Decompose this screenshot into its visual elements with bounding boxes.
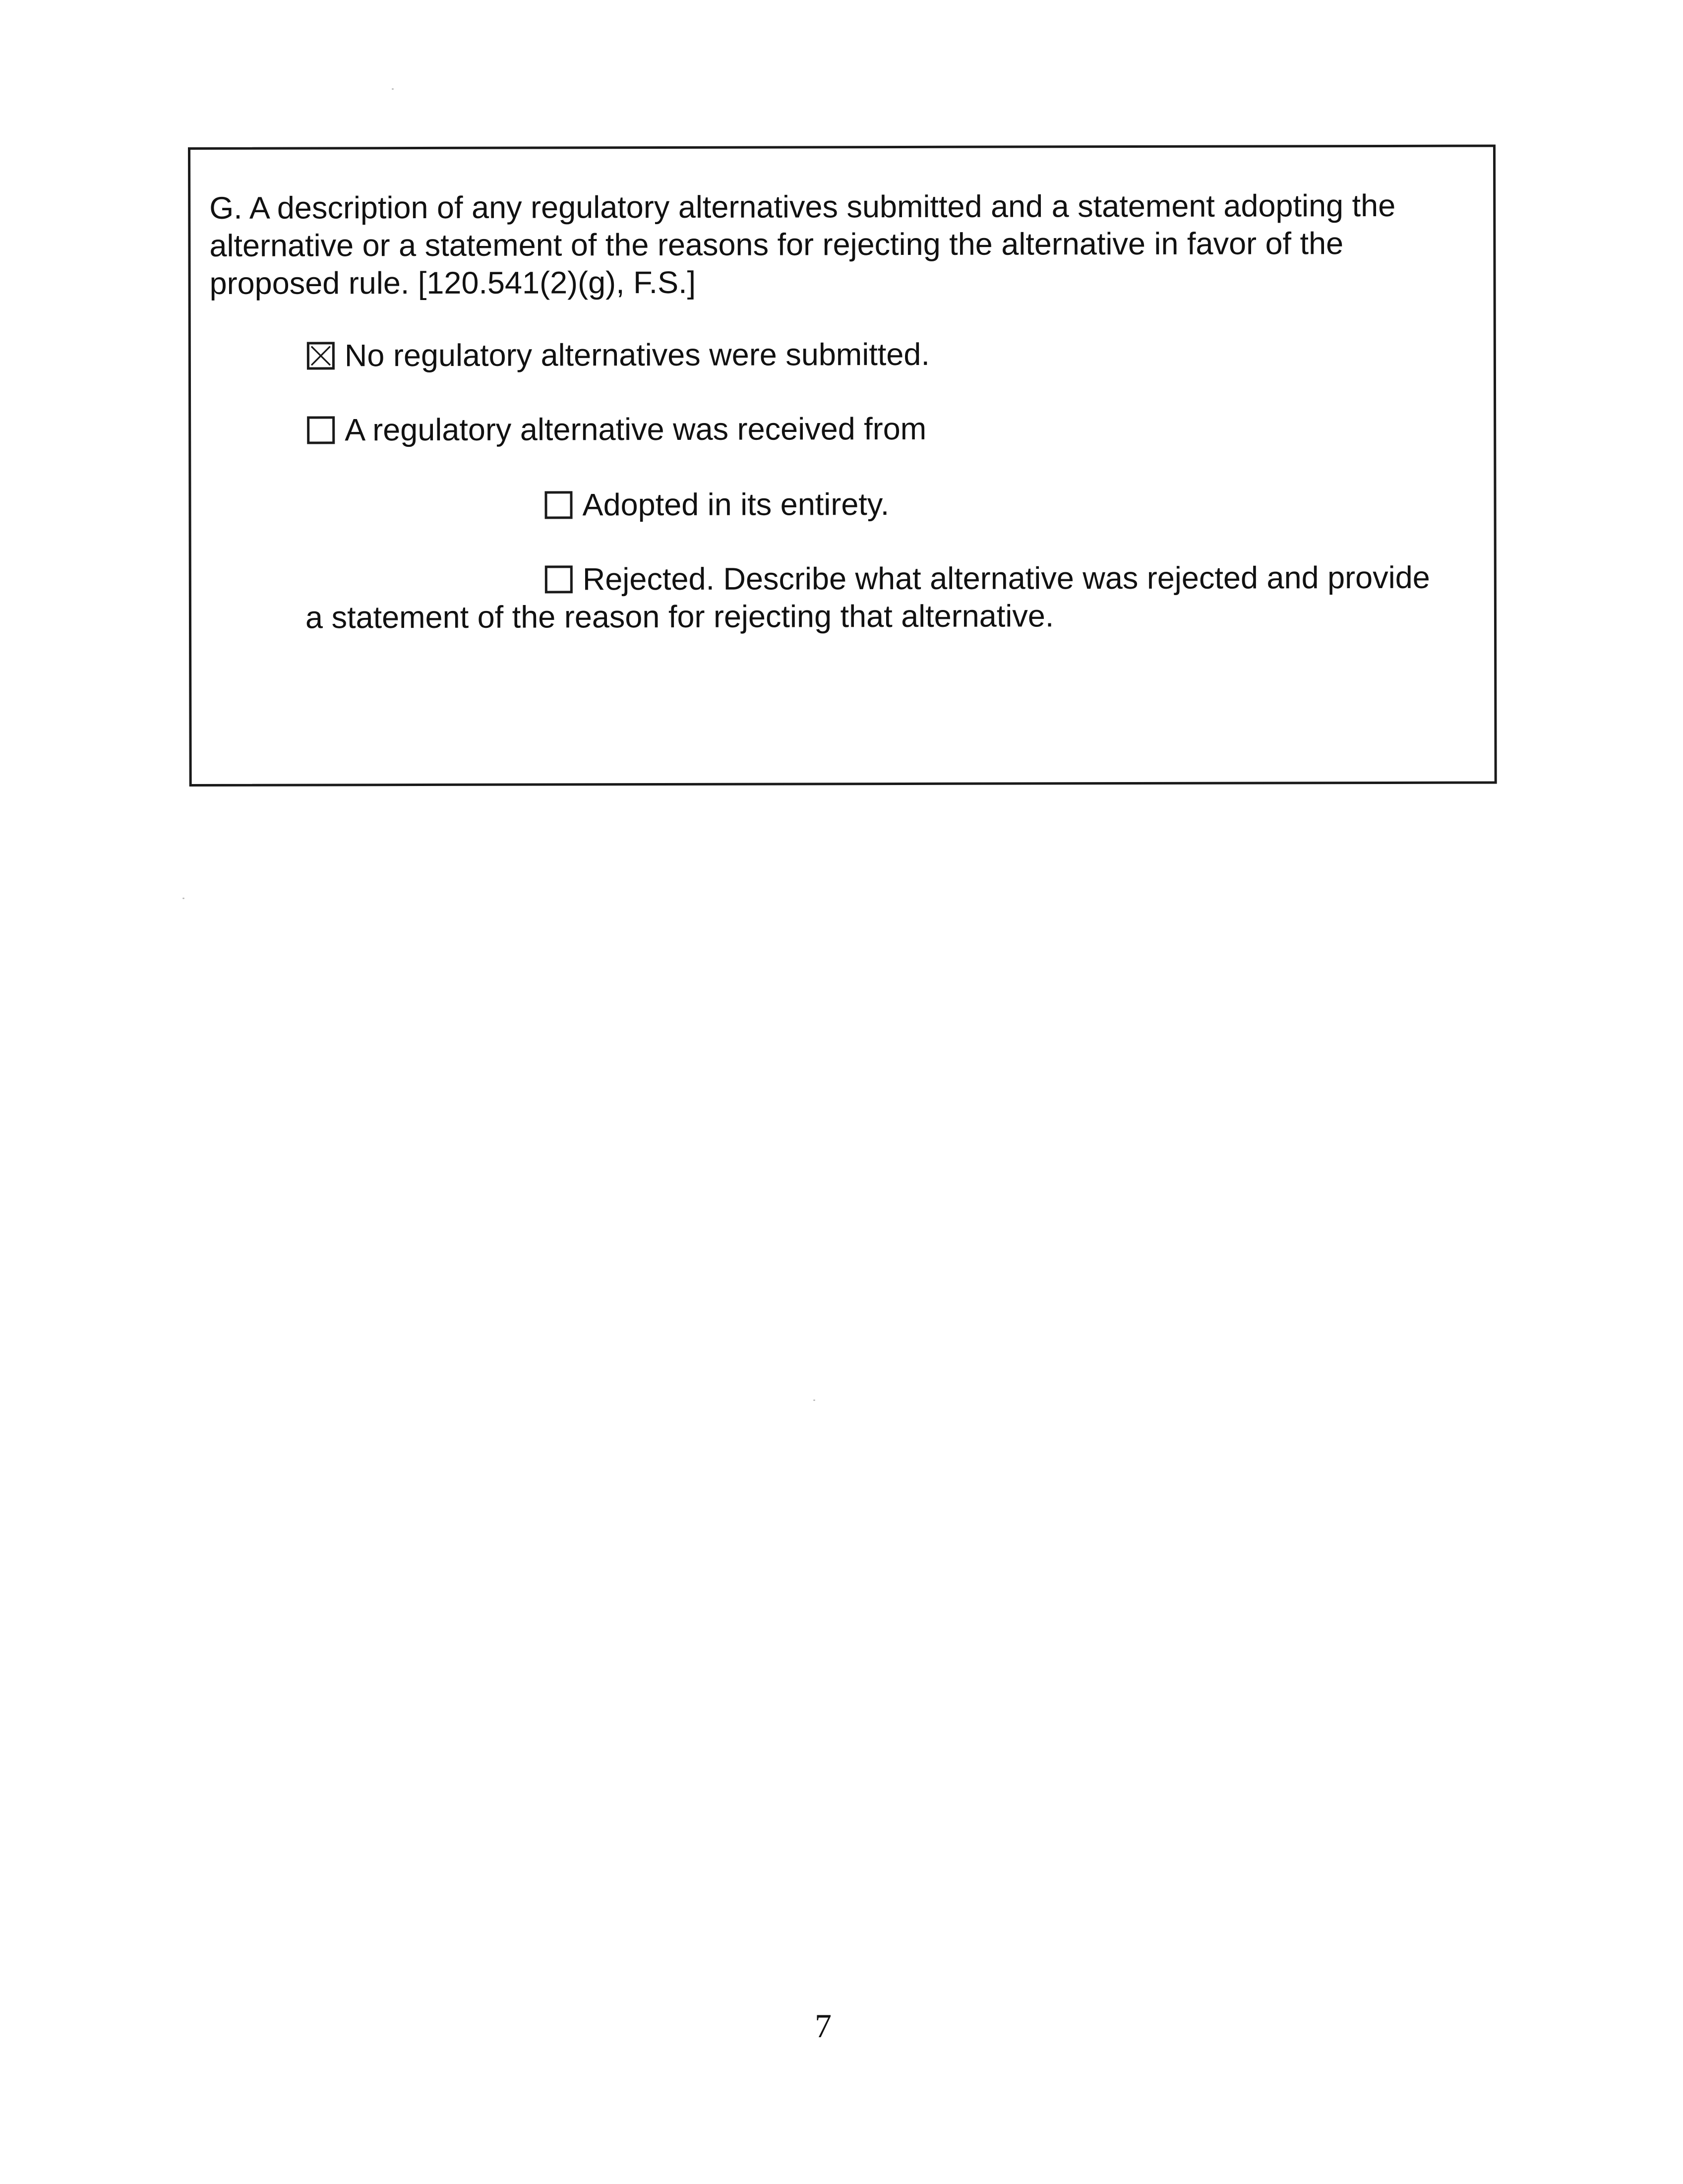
regulatory-alternatives-box — [188, 144, 1497, 787]
option-adopted-label: Adopted in its entirety. — [582, 487, 890, 523]
option-adopted[interactable] — [544, 485, 889, 524]
section-g-heading: G. A description of any regulatory alternatives submitted and a statement adopting the alternative or a statement of the reasons for rejecting the alternative in favor of the proposed rule. [120.541(2)(g), F.S.] — [209, 188, 1396, 301]
scan-speck — [392, 88, 394, 90]
checkbox-empty-icon[interactable] — [307, 416, 335, 444]
page-number: 7 — [815, 2007, 832, 2045]
option-rejected[interactable] — [305, 559, 1486, 637]
option-no-alternatives-label: No regulatory alternatives were submitted. — [344, 337, 930, 373]
option-rejected-label-line2: a statement of the reason for rejecting that alternative. — [305, 599, 1054, 635]
scan-speck — [182, 898, 184, 899]
checkbox-empty-icon[interactable] — [545, 565, 573, 593]
option-alternative-received[interactable] — [307, 410, 926, 449]
option-no-alternatives[interactable] — [307, 336, 930, 375]
checkbox-empty-icon[interactable] — [544, 491, 572, 519]
option-rejected-label-line1: Rejected. Describe what alternative was rejected and provide — [582, 560, 1430, 597]
option-alternative-received-label: A regulatory alternative was received from — [345, 411, 927, 448]
scan-speck — [813, 1399, 815, 1401]
checkbox-checked-icon[interactable] — [307, 342, 335, 369]
